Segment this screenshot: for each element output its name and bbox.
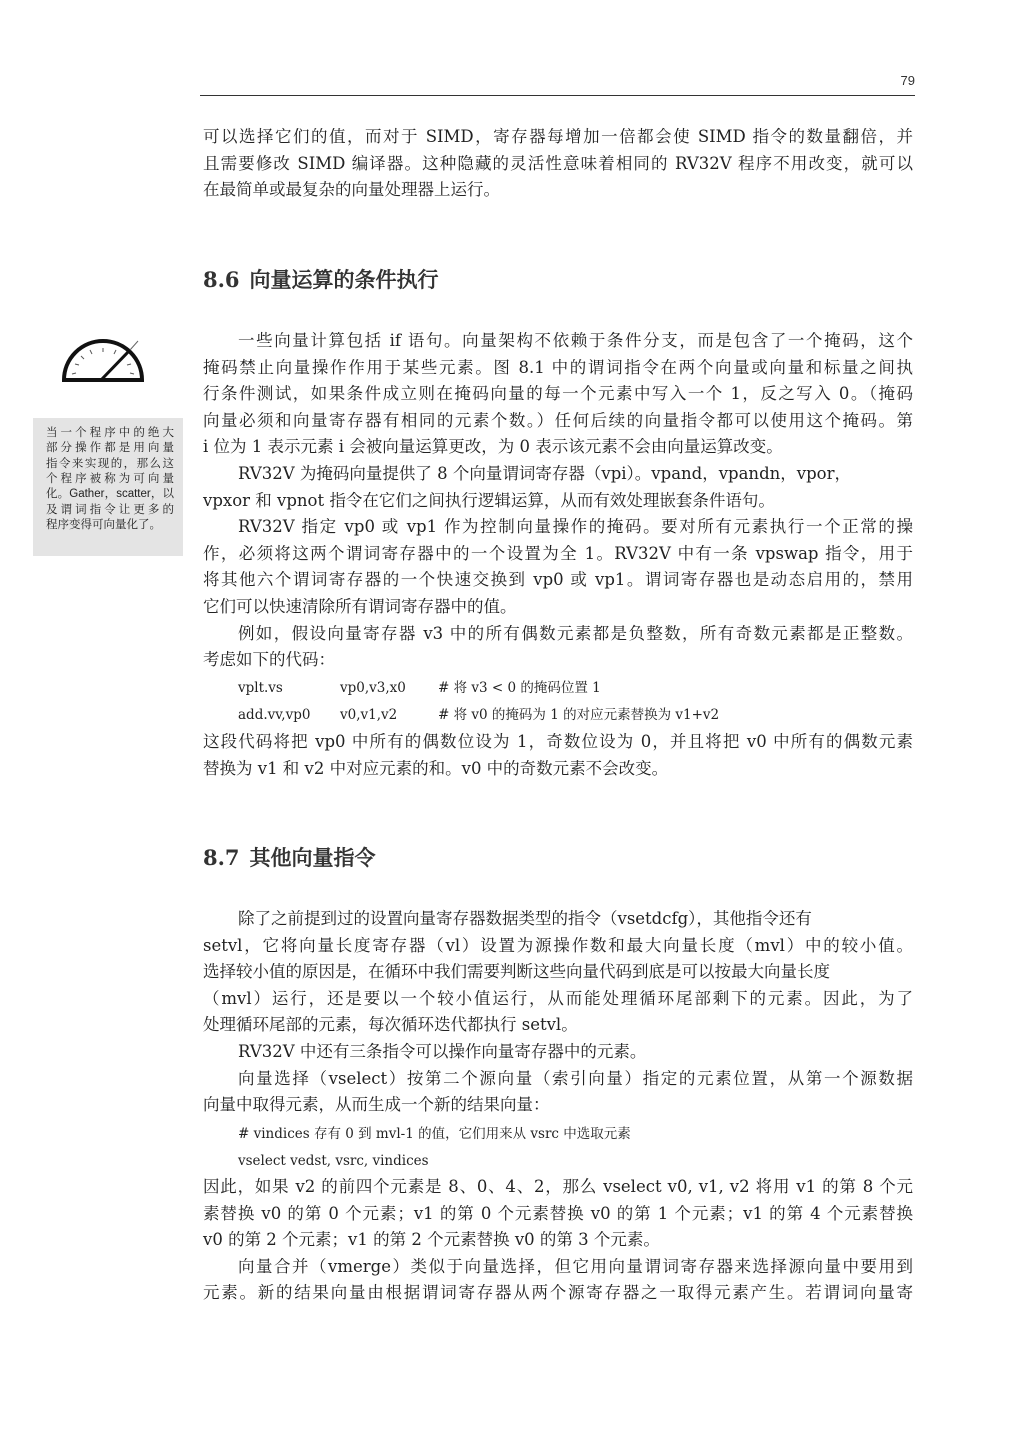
margin-note-line: 个程序被称为可向量 xyxy=(46,472,174,485)
text-line: 它们可以快速清除所有谓词寄存器中的值。 xyxy=(203,597,517,616)
code-line xyxy=(238,1148,948,1175)
text-line: 替换为 v1 和 v2 中对应元素的和。v0 中的奇数元素不会改变。 xyxy=(203,758,669,778)
text-line: 向量合并（vmerge）类似于向量选择，但它用向量谓词寄存器来选择源向量中要用到 xyxy=(238,1256,913,1276)
code-comment: # vindices 存有 0 到 mvl-1 的值，它们用来从 vsrc 中选取元素 xyxy=(238,1126,631,1142)
code-token: add.vv,vp0 xyxy=(238,706,311,723)
code-comment: # 将 v0 的掩码为 1 的对应元素替换为 v1+v2 xyxy=(438,706,720,723)
text-line: v0 的第 2 个元素；v1 的第 2 个元素替换 v0 的第 3 个元素。 xyxy=(203,1230,660,1250)
code-token: vp0,v3,x0 xyxy=(340,680,406,696)
margin-note-line: 部分操作都是用向量 xyxy=(46,442,174,455)
text-line: 处理循环尾部的元素，每次循环迭代都执行 setvl。 xyxy=(203,1015,578,1035)
section-title: 其他向量指令 xyxy=(249,845,376,870)
text-line: RV32V 中还有三条指令可以操作向量寄存器中的元素。 xyxy=(238,1042,647,1061)
code-line xyxy=(238,702,948,729)
text-line: RV32V 指定 vp0 或 vp1 作为控制向量操作的掩码。要对所有元素执行一个正常的操 xyxy=(238,517,913,537)
margin-note-line: 程序变得可向量化了。 xyxy=(46,518,161,531)
text-line: 可以选择它们的值，而对于 SIMD，寄存器每增加一倍都会使 SIMD 指令的数量翻倍，并 xyxy=(203,127,913,146)
text-line: 因此，如果 v2 的前四个元素是 8、0、4、2，那么 vselect v0, v1, v2 将用 v1 的第 8 个元 xyxy=(203,1177,913,1196)
text-line: 这段代码将把 vp0 中所有的偶数位设为 1，奇数位设为 0，并且将把 v0 中所有的偶数元素 xyxy=(203,732,913,751)
code-line xyxy=(238,675,948,702)
text-line: setvl，它将向量长度寄存器（vl）设置为源操作数和最大向量长度（mvl）中的较小值。 xyxy=(203,935,913,955)
section-number: 8.7 xyxy=(203,845,240,870)
section-title: 向量运算的条件执行 xyxy=(249,267,439,292)
text-line: i 位为 1 表示元素 i 会被向量运算更改，为 0 表示该元素不会由向量运算改变。 xyxy=(203,437,783,457)
page-number: 79 xyxy=(900,73,915,88)
text-line: 考虑如下的代码： xyxy=(203,650,335,670)
text-line: 一些向量计算包括 if 语句。向量架构不依赖于条件分支，而是包含了一个掩码，这个 xyxy=(238,331,913,350)
margin-note-line: 指令来实现的，那么这 xyxy=(46,457,174,470)
text-line: 向量中取得元素，从而生成一个新的结果向量： xyxy=(203,1095,550,1115)
code-line xyxy=(238,1121,948,1148)
text-line: RV32V 为掩码向量提供了 8 个向量谓词寄存器（vpi）。vpand，vpandn，vpor， xyxy=(238,464,851,483)
text-line: （mvl）运行，还是要以一个较小值运行，从而能处理循环尾部剩下的元素。因此，为了 xyxy=(203,988,913,1008)
text-line: 例如，假设向量寄存器 v3 中的所有偶数元素都是负整数，所有奇数元素都是正整数。 xyxy=(238,623,913,643)
text-line: vpxor 和 vpnot 指令在它们之间执行逻辑运算，从而有效处理嵌套条件语句。 xyxy=(203,490,775,510)
text-line: 除了之前提到过的设置向量寄存器数据类型的指令（vsetdcfg），其他指令还有 xyxy=(238,909,812,928)
speedometer-gauge-icon xyxy=(60,338,146,382)
margin-note xyxy=(33,418,183,556)
text-line: 向量选择（vselect）按第二个源向量（索引向量）指定的元素位置，从第一个源数据 xyxy=(238,1068,913,1088)
margin-note-line: 及谓词指令让更多的 xyxy=(46,503,174,516)
text-line: 素替换 v0 的第 0 个元素；v1 的第 0 个元素替换 v0 的第 1 个元素；v1 的第 4 个元素替换 xyxy=(203,1203,913,1223)
code-token: v0,v1,v2 xyxy=(340,706,398,723)
text-line: 且需要修改 SIMD 编译器。这种隐藏的灵活性意味着相同的 RV32V 程序不用改变，就可以 xyxy=(203,153,913,173)
text-line: 作，必须将这两个谓词寄存器中的一个设置为全 1。RV32V 中有一条 vpswap 指令，用于 xyxy=(203,543,913,563)
text-line: 在最简单或最复杂的向量处理器上运行。 xyxy=(203,180,500,200)
code-token: vplt.vs xyxy=(238,680,283,696)
section-number: 8.6 xyxy=(203,267,240,292)
code-comment: # 将 v3 < 0 的掩码位置 1 xyxy=(438,680,601,696)
text-line: 选择较小值的原因是，在循环中我们需要判断这些向量代码到底是可以按最大向量长度 xyxy=(203,962,830,982)
section-heading xyxy=(203,842,376,874)
text-line: 将其他六个谓词寄存器的一个快速交换到 vp0 或 vp1。谓词寄存器也是动态启用的，禁用 xyxy=(203,570,913,590)
section-heading xyxy=(203,264,439,296)
header-rule xyxy=(200,95,915,96)
text-line: 元素。新的结果向量由根据谓词寄存器从两个源寄存器之一取得元素产生。若谓词向量寄 xyxy=(203,1283,913,1303)
text-line: 掩码禁止向量操作作用于某些元素。图 8.1 中的谓词指令在两个向量或向量和标量之间执 xyxy=(203,357,913,377)
text-line: 向量必须和向量寄存器有相同的元素个数。）任何后续的向量指令都可以使用这个掩码。第 xyxy=(203,410,913,430)
text-line: 行条件测试，如果条件成立则在掩码向量的每一个元素中写入一个 1，反之写入 0。（掩码 xyxy=(203,384,913,404)
margin-note-line: 当一个程序中的绝大 xyxy=(46,427,174,439)
code-token: vselect vedst, vsrc, vindices xyxy=(238,1152,429,1169)
margin-note-line: 化。Gather，scatter，以 xyxy=(46,488,174,501)
